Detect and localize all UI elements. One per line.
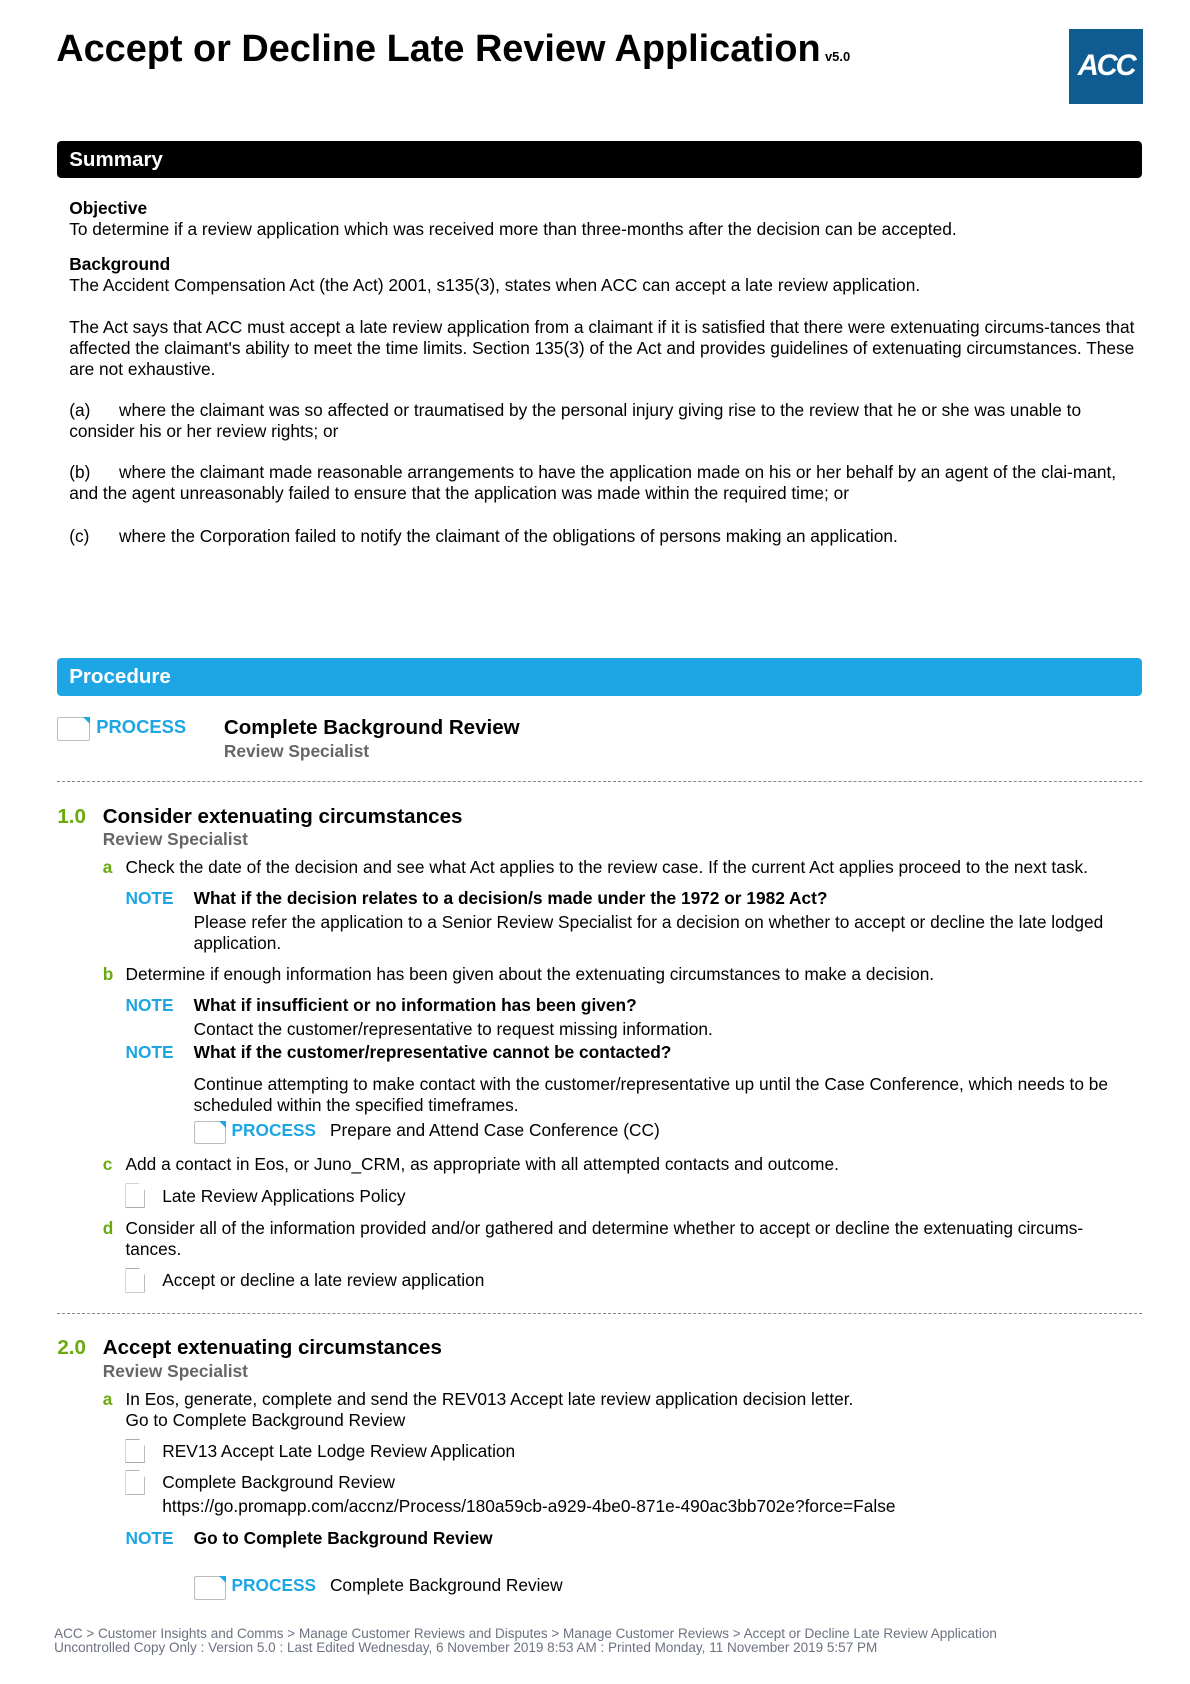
task-text: In Eos, generate, complete and send the REV013 Accept late review application decision letter. — [125, 1389, 854, 1410]
task-text: Consider all of the information provided and/or gathered and determine whether to accept or decline the extenuating circums-tances. — [125, 1218, 1084, 1260]
url-link[interactable]: https://go.promapp.com/accnz/Process/180a59cb-a929-4be0-871e-490ac3bb702e?force=False — [162, 1496, 896, 1517]
background-text: The Accident Compensation Act (the Act) 2001, s135(3), states when ACC can accept a late review application. — [69, 274, 921, 295]
task-letter: b — [102, 963, 114, 984]
summary-paragraph: The Act says that ACC must accept a late review application from a claimant if it is satisfied that there were extenuating circums-tances that affected the claimant's ability to meet the time limits. Section 135(3) of the Act and provides guidelines of extenuating circumstances. These are not exhaustive. — [69, 316, 1135, 380]
task-letter: a — [102, 1389, 113, 1410]
note-question: What if insufficient or no information has been given? — [193, 995, 637, 1016]
note-label: NOTE — [125, 1527, 174, 1548]
process-title[interactable]: Complete Background Review — [223, 716, 520, 740]
divider — [57, 1313, 1142, 1314]
footer-info: Uncontrolled Copy Only : Version 5.0 : Last Edited Wednesday, 6 November 2019 8:53 AM : Printed Monday, 11 November 2019 5:57 PM — [54, 1640, 878, 1655]
process-link[interactable]: Complete Background Review — [329, 1575, 563, 1596]
process-icon — [194, 1576, 226, 1600]
item-text: where the claimant was so affected or traumatised by the personal injury giving rise to the review that he or she was unable to consider his or her review rights; or — [69, 400, 1082, 442]
step-number: 2.0 — [57, 1336, 86, 1360]
note-label: NOTE — [125, 888, 174, 909]
divider — [57, 781, 1142, 782]
document-icon — [125, 1183, 144, 1208]
document-icon — [125, 1470, 144, 1495]
task-text-2: Go to Complete Background Review — [125, 1409, 406, 1430]
version-label: v5.0 — [824, 48, 851, 64]
process-role: Review Specialist — [223, 741, 370, 762]
summary-item — [69, 462, 1140, 504]
step-title: Consider extenuating circumstances — [102, 804, 463, 828]
note-label: NOTE — [125, 995, 174, 1016]
summary-header: Summary — [57, 141, 1142, 179]
task-text: Determine if enough information has been given about the extenuating circumstances to make a decision. — [125, 963, 935, 984]
note-label: NOTE — [125, 1041, 174, 1062]
document-icon — [125, 1268, 144, 1293]
objective-text: To determine if a review application which was received more than three-months after the decision can be accepted. — [69, 218, 957, 239]
document-link[interactable]: Late Review Applications Policy — [162, 1185, 406, 1206]
procedure-header: Procedure — [57, 658, 1142, 696]
note-question: Go to Complete Background Review — [193, 1527, 493, 1548]
summary-item — [69, 400, 1140, 442]
process-label: PROCESS — [96, 716, 187, 738]
title-text: Accept or Decline Late Review Application — [56, 27, 821, 70]
document-icon — [125, 1439, 144, 1464]
process-icon — [57, 717, 89, 741]
note-question: What if the decision relates to a decision/s made under the 1972 or 1982 Act? — [193, 888, 828, 909]
step-role: Review Specialist — [102, 1360, 248, 1381]
document-link[interactable]: Complete Background Review — [162, 1472, 395, 1493]
process-icon — [194, 1121, 226, 1145]
task-letter: c — [102, 1154, 113, 1175]
document-link[interactable]: REV13 Accept Late Lodge Review Application — [162, 1440, 516, 1461]
task-letter: d — [102, 1218, 114, 1239]
note-answer: Continue attempting to make contact with the customer/representative up until the Case Conference, which needs to be scheduled within the specified timeframes. — [193, 1074, 1109, 1116]
background-label: Background — [69, 254, 171, 275]
item-label: (b) — [69, 461, 91, 482]
summary-item — [69, 526, 1140, 547]
task-text: Add a contact in Eos, or Juno_CRM, as appropriate with all attempted contacts and outcome. — [125, 1154, 839, 1175]
document-link[interactable]: Accept or decline a late review application — [162, 1270, 485, 1291]
item-label: (c) — [69, 525, 90, 546]
note-answer: Contact the customer/representative to request missing information. — [193, 1019, 713, 1040]
step-title: Accept extenuating circumstances — [102, 1336, 442, 1360]
footer-breadcrumb: ACC > Customer Insights and Comms > Manage Customer Reviews and Disputes > Manage Customer Reviews > Accept or Decline Late Review Application — [54, 1625, 997, 1641]
item-text: where the claimant made reasonable arrangements to have the application made on his or her behalf by an agent of the clai-mant, and the agent unreasonably failed to ensure that the application was made within the required time; or — [69, 461, 1117, 504]
step-role: Review Specialist — [102, 828, 248, 849]
process-label: PROCESS — [231, 1119, 317, 1140]
page-title — [56, 26, 850, 81]
note-answer: Please refer the application to a Senior Review Specialist for a decision on whether to accept or decline the late lodged application. — [193, 911, 1104, 954]
item-label: (a) — [69, 400, 91, 421]
acc-logo: ACC — [1069, 29, 1144, 104]
step-number: 1.0 — [57, 804, 86, 828]
process-label: PROCESS — [231, 1575, 317, 1596]
task-letter: a — [102, 856, 113, 877]
objective-label: Objective — [69, 197, 148, 218]
note-question: What if the customer/representative cannot be contacted? — [193, 1041, 672, 1062]
task-text: Check the date of the decision and see what Act applies to the review case. If the current Act applies proceed to the next task. — [125, 856, 1088, 877]
process-link[interactable]: Prepare and Attend Case Conference (CC) — [329, 1119, 660, 1140]
item-text: where the Corporation failed to notify the claimant of the obligations of persons making an application. — [118, 525, 898, 546]
